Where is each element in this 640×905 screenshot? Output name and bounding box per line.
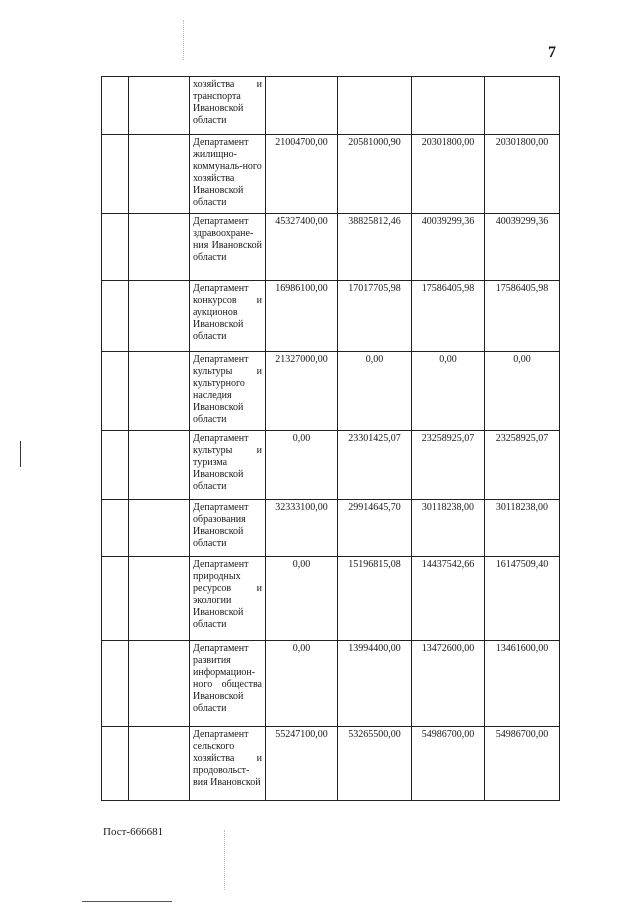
department-name-cell: хозяйства и транспорта Ивановской области [190,77,266,135]
row-index-cell [102,431,129,500]
department-name-cell: Департамент природных ресурсов и экологии Ивановской области [190,557,266,641]
table-row [102,281,560,352]
row-code-cell [129,214,190,281]
amount-cell-4: 20301800,00 [485,135,560,214]
row-code-cell [129,641,190,727]
amount-cell-1: 21004700,00 [266,135,338,214]
row-index-cell [102,352,129,431]
scan-artifact-dots [224,830,226,890]
amount-cell-4: 40039299,36 [485,214,560,281]
amount-cell-1 [266,77,338,135]
amount-cell-3: 40039299,36 [412,214,485,281]
row-code-cell [129,77,190,135]
budget-table [101,76,560,801]
department-name-cell: Департамент сельского хозяйства и продовольст-вия Ивановской [190,727,266,801]
scan-artifact-line [82,901,172,902]
page-number: 7 [548,44,556,61]
amount-cell-4: 0,00 [485,352,560,431]
amount-cell-2: 38825812,46 [338,214,412,281]
amount-cell-3: 13472600,00 [412,641,485,727]
amount-cell-3 [412,77,485,135]
row-code-cell [129,557,190,641]
table-row [102,352,560,431]
amount-cell-2: 23301425,07 [338,431,412,500]
amount-cell-2: 20581000,90 [338,135,412,214]
row-index-cell [102,281,129,352]
amount-cell-2: 0,00 [338,352,412,431]
amount-cell-1: 0,00 [266,641,338,727]
amount-cell-4: 30118238,00 [485,500,560,557]
amount-cell-2: 29914645,70 [338,500,412,557]
amount-cell-1: 32333100,00 [266,500,338,557]
amount-cell-3: 30118238,00 [412,500,485,557]
amount-cell-1: 21327000,00 [266,352,338,431]
amount-cell-4: 13461600,00 [485,641,560,727]
amount-cell-1: 55247100,00 [266,727,338,801]
table-row [102,557,560,641]
amount-cell-4: 23258925,07 [485,431,560,500]
table-row [102,214,560,281]
row-code-cell [129,431,190,500]
amount-cell-4: 54986700,00 [485,727,560,801]
row-index-cell [102,727,129,801]
department-name-cell: Департамент конкурсов и аукционов Ивановской области [190,281,266,352]
amount-cell-4: 17586405,98 [485,281,560,352]
budget-table-container [101,76,560,801]
amount-cell-3: 17586405,98 [412,281,485,352]
row-code-cell [129,135,190,214]
scan-artifact-dots-top [183,20,185,60]
amount-cell-1: 45327400,00 [266,214,338,281]
department-name-cell: Департамент жилищно-коммуналь-ного хозяйства Ивановской области [190,135,266,214]
amount-cell-2: 13994400,00 [338,641,412,727]
row-index-cell [102,135,129,214]
row-index-cell [102,214,129,281]
department-name-cell: Департамент развития информацион-ного общества Ивановской области [190,641,266,727]
row-code-cell [129,727,190,801]
table-row [102,431,560,500]
department-name-cell: Департамент образования Ивановской области [190,500,266,557]
row-code-cell [129,352,190,431]
amount-cell-2 [338,77,412,135]
table-row [102,500,560,557]
margin-mark [20,441,21,467]
amount-cell-3: 23258925,07 [412,431,485,500]
amount-cell-3: 14437542,66 [412,557,485,641]
amount-cell-1: 0,00 [266,431,338,500]
amount-cell-3: 54986700,00 [412,727,485,801]
table-row [102,727,560,801]
amount-cell-4 [485,77,560,135]
department-name-cell: Департамент культуры и туризма Ивановской области [190,431,266,500]
row-index-cell [102,500,129,557]
amount-cell-4: 16147509,40 [485,557,560,641]
amount-cell-1: 0,00 [266,557,338,641]
row-code-cell [129,500,190,557]
row-index-cell [102,641,129,727]
row-index-cell [102,557,129,641]
amount-cell-2: 53265500,00 [338,727,412,801]
table-row [102,641,560,727]
amount-cell-1: 16986100,00 [266,281,338,352]
amount-cell-3: 0,00 [412,352,485,431]
row-index-cell [102,77,129,135]
amount-cell-3: 20301800,00 [412,135,485,214]
table-row [102,135,560,214]
amount-cell-2: 17017705,98 [338,281,412,352]
row-code-cell [129,281,190,352]
department-name-cell: Департамент культуры и культурного наследия Ивановской области [190,352,266,431]
table-row [102,77,560,135]
department-name-cell: Департамент здравоохране-ния Ивановской области [190,214,266,281]
amount-cell-2: 15196815,08 [338,557,412,641]
document-footer-code: Пост-666681 [103,826,164,838]
